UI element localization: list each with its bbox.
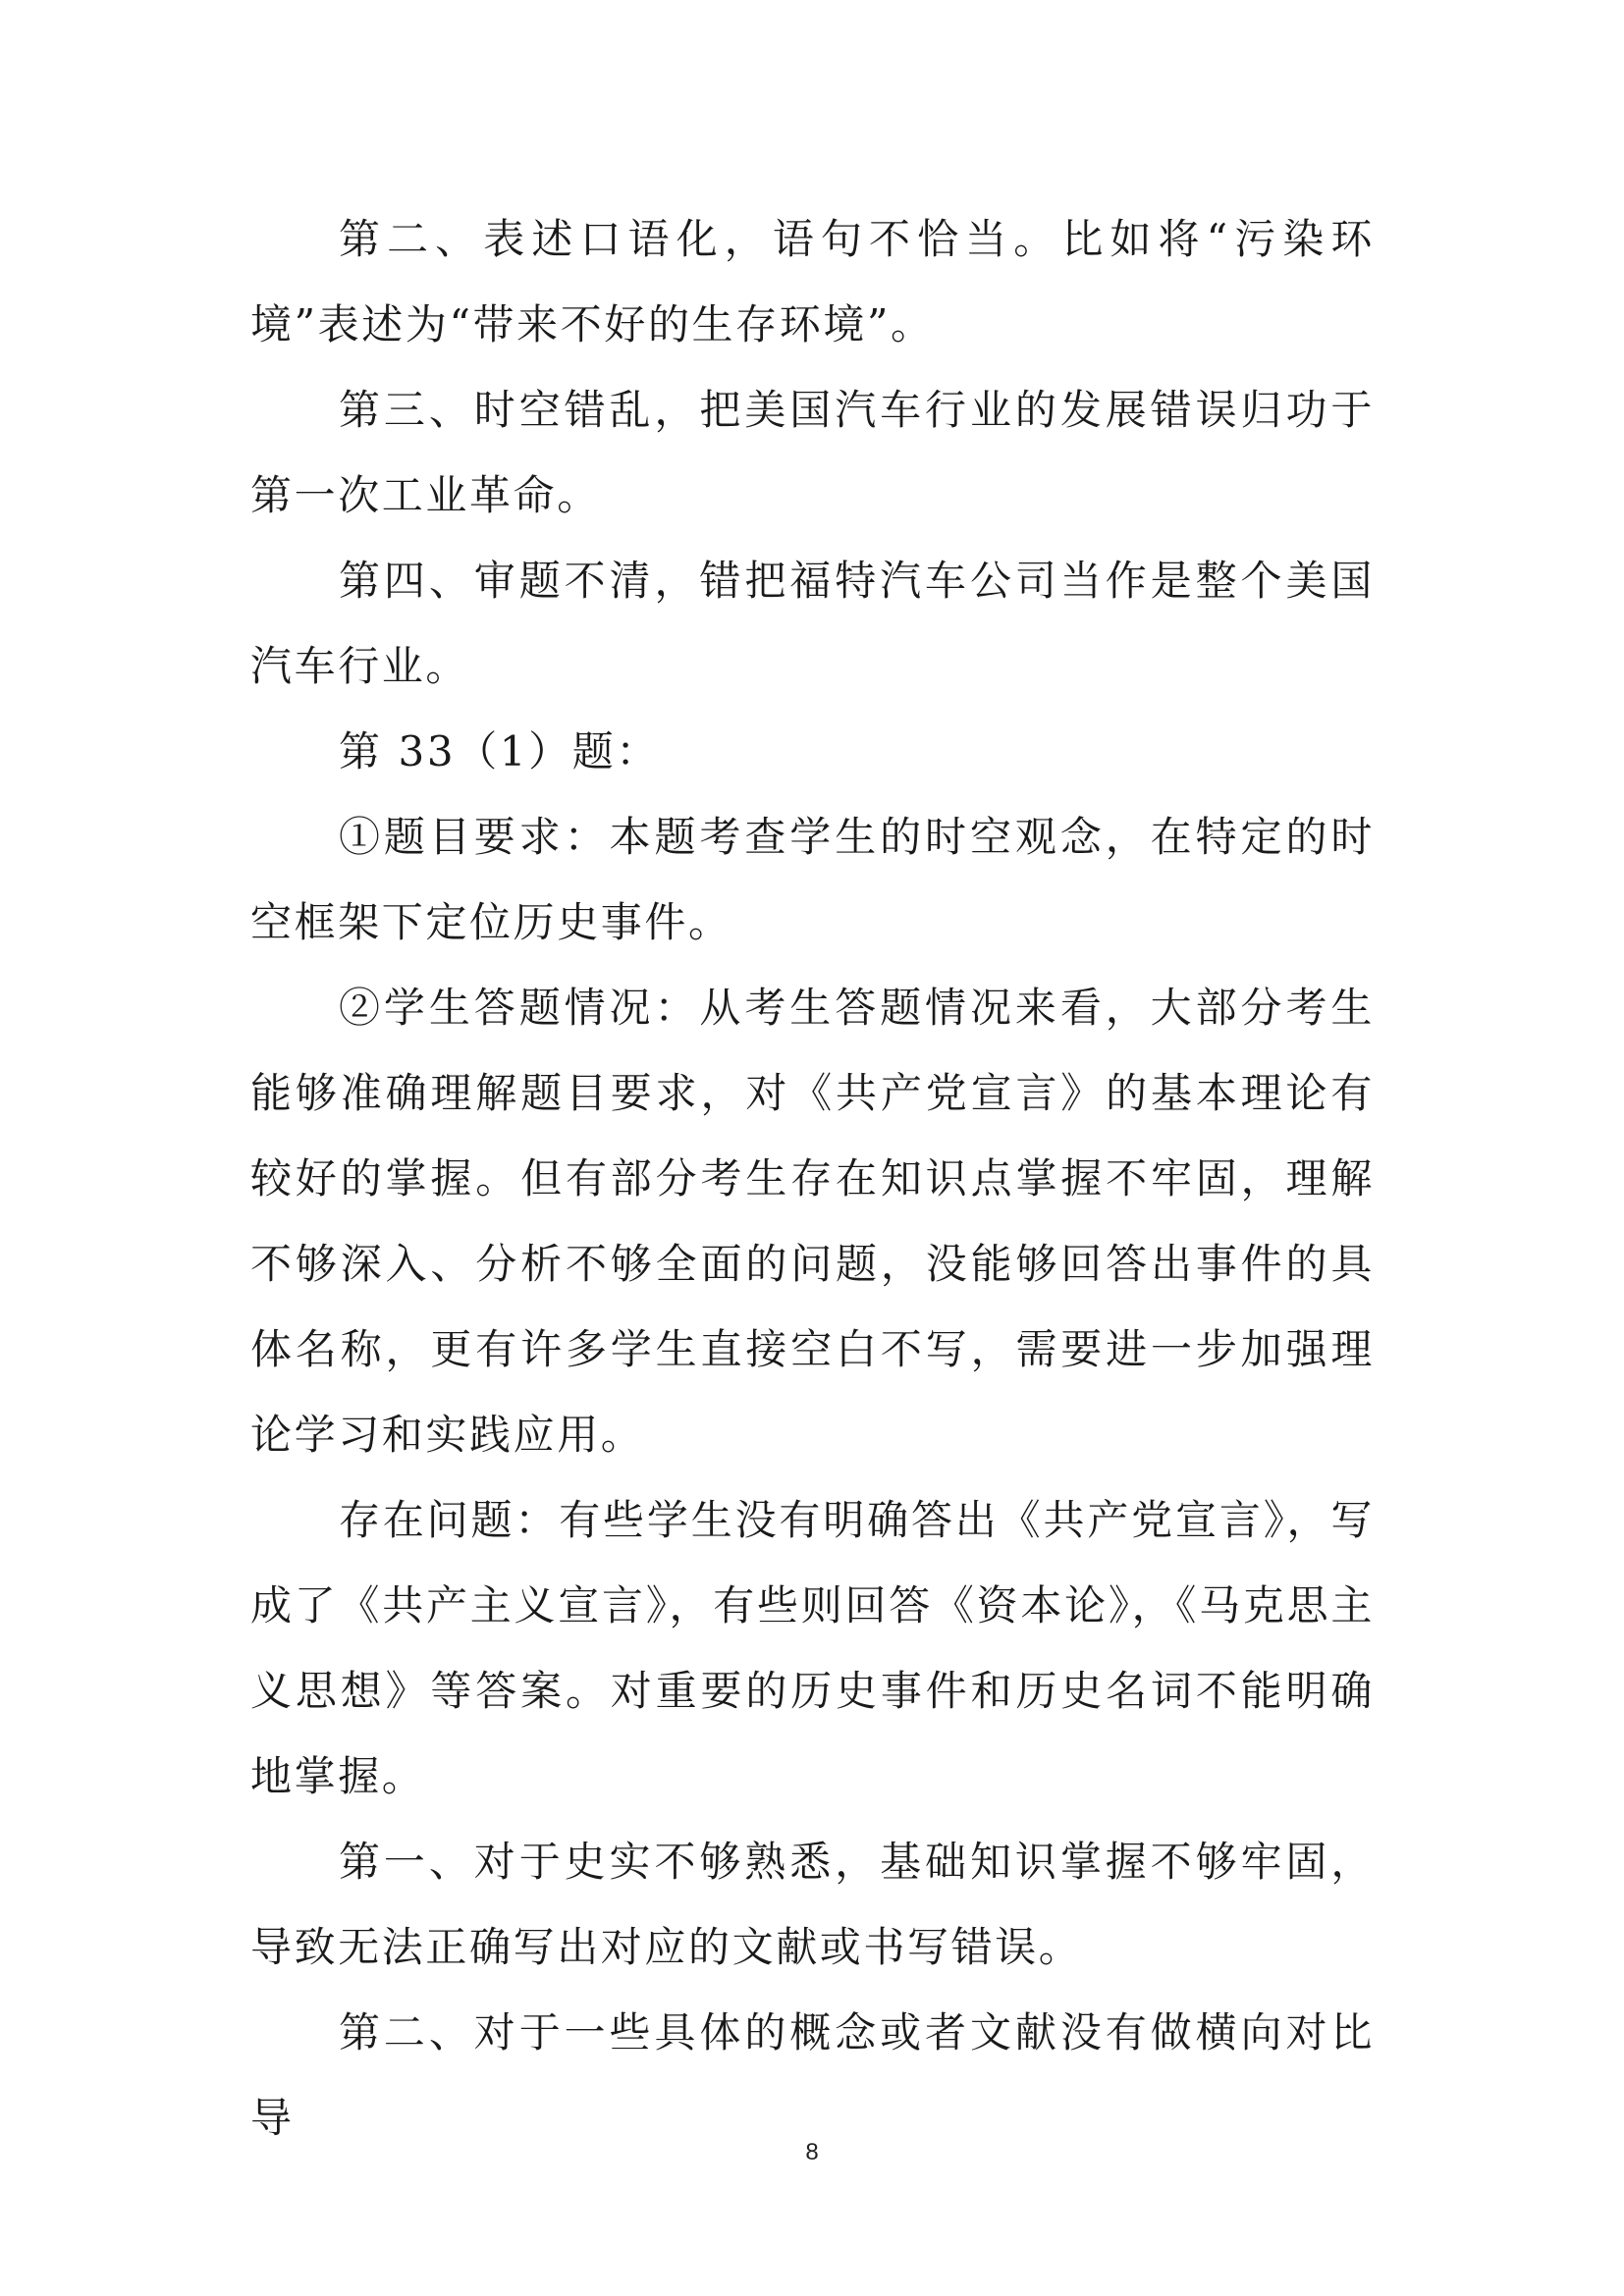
page-number: 8 xyxy=(805,2139,819,2165)
paragraph-point-two-concepts: 第二、对于一些具体的概念或者文献没有做横向对比导 xyxy=(250,2008,1375,2142)
paragraph-student-answers: ②学生答题情况：从考生答题情况来看，大部分考生能够准确理解题目要求，对《共产党宣言》的基本理论有较好的掌握。但有部分考生存在知识点掌握不牢固，理解不够深入、分析不够全面的问题，没能够回答出事件的具体名称，更有许多学生直接空白不写，需要进一步加强理论学习和实践应用。 xyxy=(250,984,1375,1459)
paragraph-point-four-misreading: 第四、审题不清，错把福特汽车公司当作是整个美国汽车行业。 xyxy=(250,557,1375,690)
page-body xyxy=(250,196,1375,2161)
question-heading: 第 33（1）题： xyxy=(339,727,660,775)
paragraph-point-three-time-space: 第三、时空错乱，把美国汽车行业的发展错误归功于第一次工业革命。 xyxy=(250,386,1375,519)
paragraph-point-one-facts: 第一、对于史实不够熟悉，基础知识掌握不够牢固，导致无法正确写出对应的文献或书写错误。 xyxy=(250,1838,1375,1971)
paragraph-point-two-expression: 第二、表述口语化，语句不恰当。比如将“污染环境”表述为“带来不好的生存环境”。 xyxy=(250,215,1375,348)
paragraph-question-requirement: ①题目要求：本题考查学生的时空观念，在特定的时空框架下定位历史事件。 xyxy=(250,813,1375,946)
paragraph-existing-problems: 存在问题：有些学生没有明确答出《共产党宣言》，写成了《共产主义宣言》，有些则回答《资本论》，《马克思主义思想》等答案。对重要的历史事件和历史名词不能明确地掌握。 xyxy=(250,1496,1375,1800)
